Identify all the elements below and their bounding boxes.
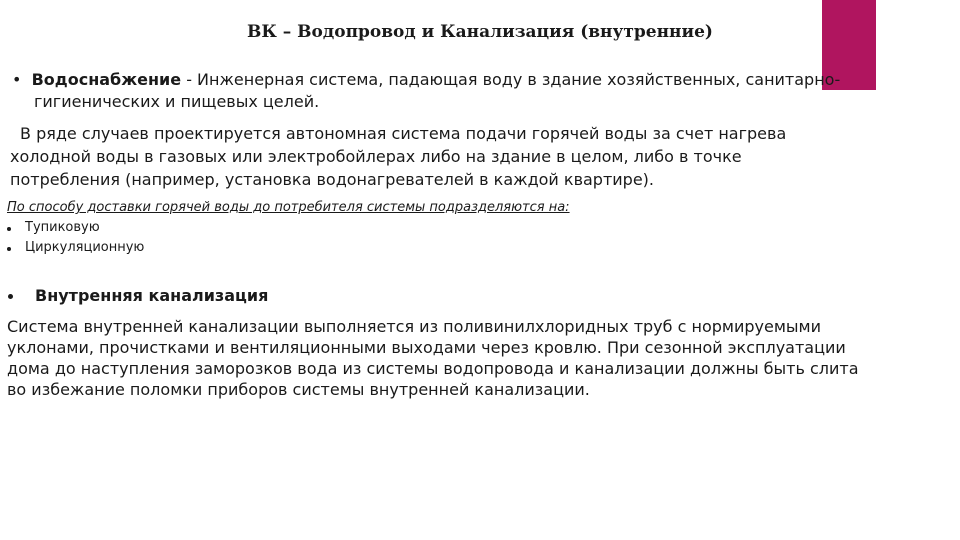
sewage-heading: Внутренняя канализация [35,286,269,305]
sewage-line-1: Система внутренней канализации выполняется из поливинилхлоридных труб с нормируемыми [7,317,821,336]
sewage-heading-bullet [0,286,960,305]
bullet-dot [8,294,13,299]
hot-water-paragraph [0,122,960,191]
hot-water-line-3: потребления (например, установка водонагревателей в каждой квартире). [10,170,654,189]
delivery-item-circulation: Циркуляционную [7,238,960,258]
hot-water-line-2: холодной воды в газовых или электробойлерах либо на здание в целом, либо в точке [10,147,742,166]
water-supply-line-2: гигиенических и пищевых целей. [34,92,320,111]
delivery-heading: По способу доставки горячей воды до потребителя системы подразделяются на: [7,200,570,215]
hot-water-line-1: В ряде случаев проектируется автономная система подачи горячей воды за счет нагрева [20,124,787,143]
sewage-line-4: во избежание поломки приборов системы внутренней канализации. [7,380,590,399]
delivery-section [0,198,960,258]
delivery-item-dead-end: Тупиковую [7,218,960,238]
water-supply-term: Водоснабжение [31,70,182,89]
water-supply-bullet [0,69,960,113]
water-supply-text-1: - Инженерная система, падающая воду в здание хозяйственных, санитарно- [181,70,841,89]
sewage-paragraph [0,316,960,400]
slide-title: ВК – Водопровод и Канализация (внутренние) [247,22,713,42]
water-supply-line-1: • Водоснабжение - Инженерная система, падающая воду в здание хозяйственных, санитарно- [12,70,841,89]
sewage-line-3: дома до наступления заморозков вода из системы водопровода и канализации должны быть слита [7,359,859,378]
sewage-line-2: уклонами, прочистками и вентиляционными выходами через кровлю. При сезонной эксплуатации [7,338,846,357]
